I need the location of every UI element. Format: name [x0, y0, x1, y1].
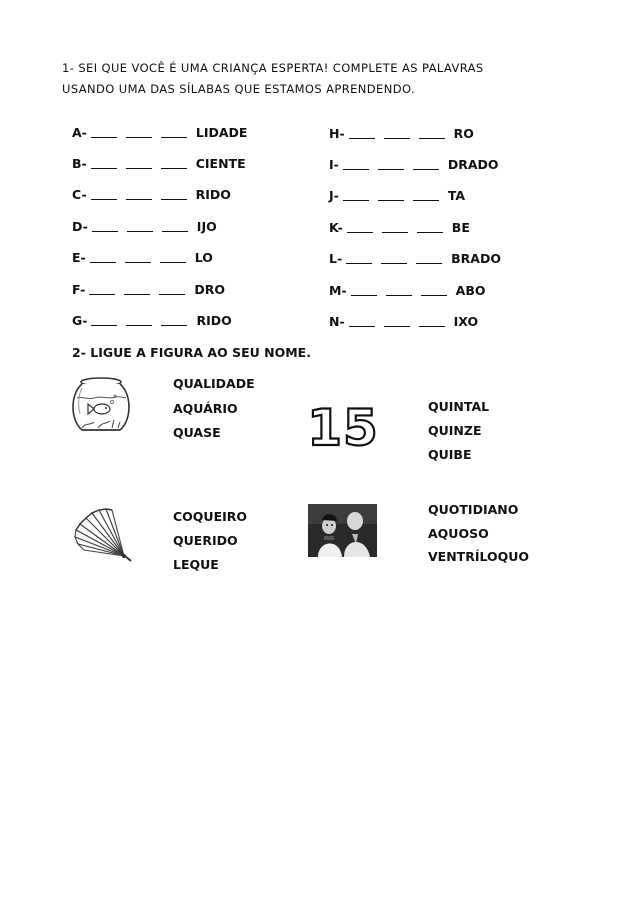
- item-suffix: LIDADE: [195, 125, 248, 140]
- item-suffix: DRO: [194, 282, 225, 297]
- item-suffix: DRADO: [447, 157, 499, 172]
- blank-1[interactable]: [91, 156, 117, 169]
- fill-item-b: [72, 156, 246, 171]
- exercise-1-instructions: [62, 58, 562, 100]
- blank-1[interactable]: [343, 188, 369, 201]
- item-letter: L-: [329, 251, 343, 266]
- blank-2[interactable]: [378, 157, 404, 170]
- fill-item-n: [329, 314, 478, 329]
- blank-1[interactable]: [91, 187, 117, 200]
- instruction-line-2: USANDO UMA DAS SÍLABAS QUE ESTAMOS APRENDENDO.: [62, 82, 416, 96]
- number-figure-text: 15: [307, 399, 379, 457]
- fill-item-j: [329, 188, 465, 203]
- item-letter: J-: [329, 188, 339, 203]
- word-option[interactable]: QUOTIDIANO: [428, 502, 519, 517]
- blank-3[interactable]: [421, 283, 447, 296]
- item-suffix: RO: [453, 126, 474, 141]
- blank-2[interactable]: [125, 250, 151, 263]
- blank-3[interactable]: [161, 125, 187, 138]
- blank-2[interactable]: [126, 156, 152, 169]
- item-letter: F-: [72, 282, 86, 297]
- fill-item-e: [72, 250, 213, 265]
- fishbowl-image[interactable]: [68, 376, 134, 438]
- item-letter: B-: [72, 156, 87, 171]
- fill-item-g: [72, 313, 232, 328]
- item-letter: N-: [329, 314, 345, 329]
- word-option[interactable]: LEQUE: [173, 557, 219, 572]
- blank-1[interactable]: [347, 220, 373, 233]
- blank-1[interactable]: [349, 126, 375, 139]
- word-option[interactable]: VENTRÍLOQUO: [428, 549, 530, 564]
- blank-2[interactable]: [124, 282, 150, 295]
- item-letter: G-: [72, 313, 88, 328]
- blank-3[interactable]: [419, 126, 445, 139]
- fill-item-a: [72, 125, 247, 140]
- fill-item-m: [329, 283, 485, 298]
- item-suffix: IXO: [453, 314, 479, 329]
- blank-1[interactable]: [346, 251, 372, 264]
- item-suffix: CIENTE: [195, 156, 246, 171]
- item-letter: D-: [72, 219, 88, 234]
- blank-2[interactable]: [384, 126, 410, 139]
- item-suffix: TA: [447, 188, 466, 203]
- fill-item-h: [329, 126, 474, 141]
- word-option[interactable]: QUINZE: [428, 423, 482, 438]
- word-option[interactable]: QUASE: [173, 425, 221, 440]
- word-option[interactable]: QUALIDADE: [173, 376, 255, 391]
- fill-item-l: [329, 251, 501, 266]
- item-suffix: ABO: [455, 283, 486, 298]
- item-letter: A-: [72, 125, 87, 140]
- instruction-line-1: 1- SEI QUE VOCÊ É UMA CRIANÇA ESPERTA! COMPLETE AS PALAVRAS: [62, 61, 484, 75]
- word-option[interactable]: QUIBE: [428, 447, 472, 462]
- blank-1[interactable]: [90, 250, 116, 263]
- blank-3[interactable]: [413, 188, 439, 201]
- item-suffix: LO: [194, 250, 213, 265]
- fill-item-k: [329, 220, 470, 235]
- exercise-2-title: 2- LIGUE A FIGURA AO SEU NOME.: [72, 345, 311, 360]
- blank-3[interactable]: [416, 251, 442, 264]
- blank-2[interactable]: [378, 188, 404, 201]
- blank-2[interactable]: [381, 251, 407, 264]
- word-option[interactable]: QUERIDO: [173, 533, 238, 548]
- blank-2[interactable]: [126, 125, 152, 138]
- item-letter: H-: [329, 126, 345, 141]
- fill-item-i: [329, 157, 499, 172]
- item-letter: C-: [72, 187, 87, 202]
- item-letter: K-: [329, 220, 343, 235]
- blank-2[interactable]: [126, 187, 152, 200]
- blank-3[interactable]: [162, 219, 188, 232]
- item-letter: I-: [329, 157, 339, 172]
- blank-3[interactable]: [419, 314, 445, 327]
- item-letter: M-: [329, 283, 347, 298]
- blank-1[interactable]: [343, 157, 369, 170]
- ventriloquist-photo[interactable]: [308, 504, 377, 557]
- item-suffix: BRADO: [451, 251, 501, 266]
- item-letter: E-: [72, 250, 86, 265]
- word-option[interactable]: COQUEIRO: [173, 509, 248, 524]
- blank-1[interactable]: [91, 125, 117, 138]
- item-suffix: RIDO: [196, 313, 232, 328]
- hand-fan-image[interactable]: [72, 506, 134, 562]
- item-suffix: RIDO: [195, 187, 231, 202]
- fill-item-d: [72, 219, 217, 234]
- blank-1[interactable]: [92, 219, 118, 232]
- fill-item-c: [72, 187, 231, 202]
- blank-1[interactable]: [89, 282, 115, 295]
- blank-2[interactable]: [384, 314, 410, 327]
- fill-item-f: [72, 282, 225, 297]
- blank-3[interactable]: [161, 313, 187, 326]
- blank-3[interactable]: [161, 187, 187, 200]
- blank-3[interactable]: [413, 157, 439, 170]
- blank-2[interactable]: [127, 219, 153, 232]
- blank-3[interactable]: [417, 220, 443, 233]
- blank-3[interactable]: [160, 250, 186, 263]
- blank-3[interactable]: [159, 282, 185, 295]
- blank-3[interactable]: [161, 156, 187, 169]
- blank-2[interactable]: [126, 313, 152, 326]
- word-option[interactable]: AQUOSO: [428, 526, 489, 541]
- number-fifteen-image[interactable]: [307, 399, 379, 457]
- word-option[interactable]: AQUÁRIO: [173, 401, 238, 416]
- blank-1[interactable]: [351, 283, 377, 296]
- blank-1[interactable]: [349, 314, 375, 327]
- blank-1[interactable]: [91, 313, 117, 326]
- blank-2[interactable]: [382, 220, 408, 233]
- item-suffix: IJO: [196, 219, 217, 234]
- item-suffix: BE: [451, 220, 470, 235]
- word-option[interactable]: QUINTAL: [428, 399, 490, 414]
- blank-2[interactable]: [386, 283, 412, 296]
